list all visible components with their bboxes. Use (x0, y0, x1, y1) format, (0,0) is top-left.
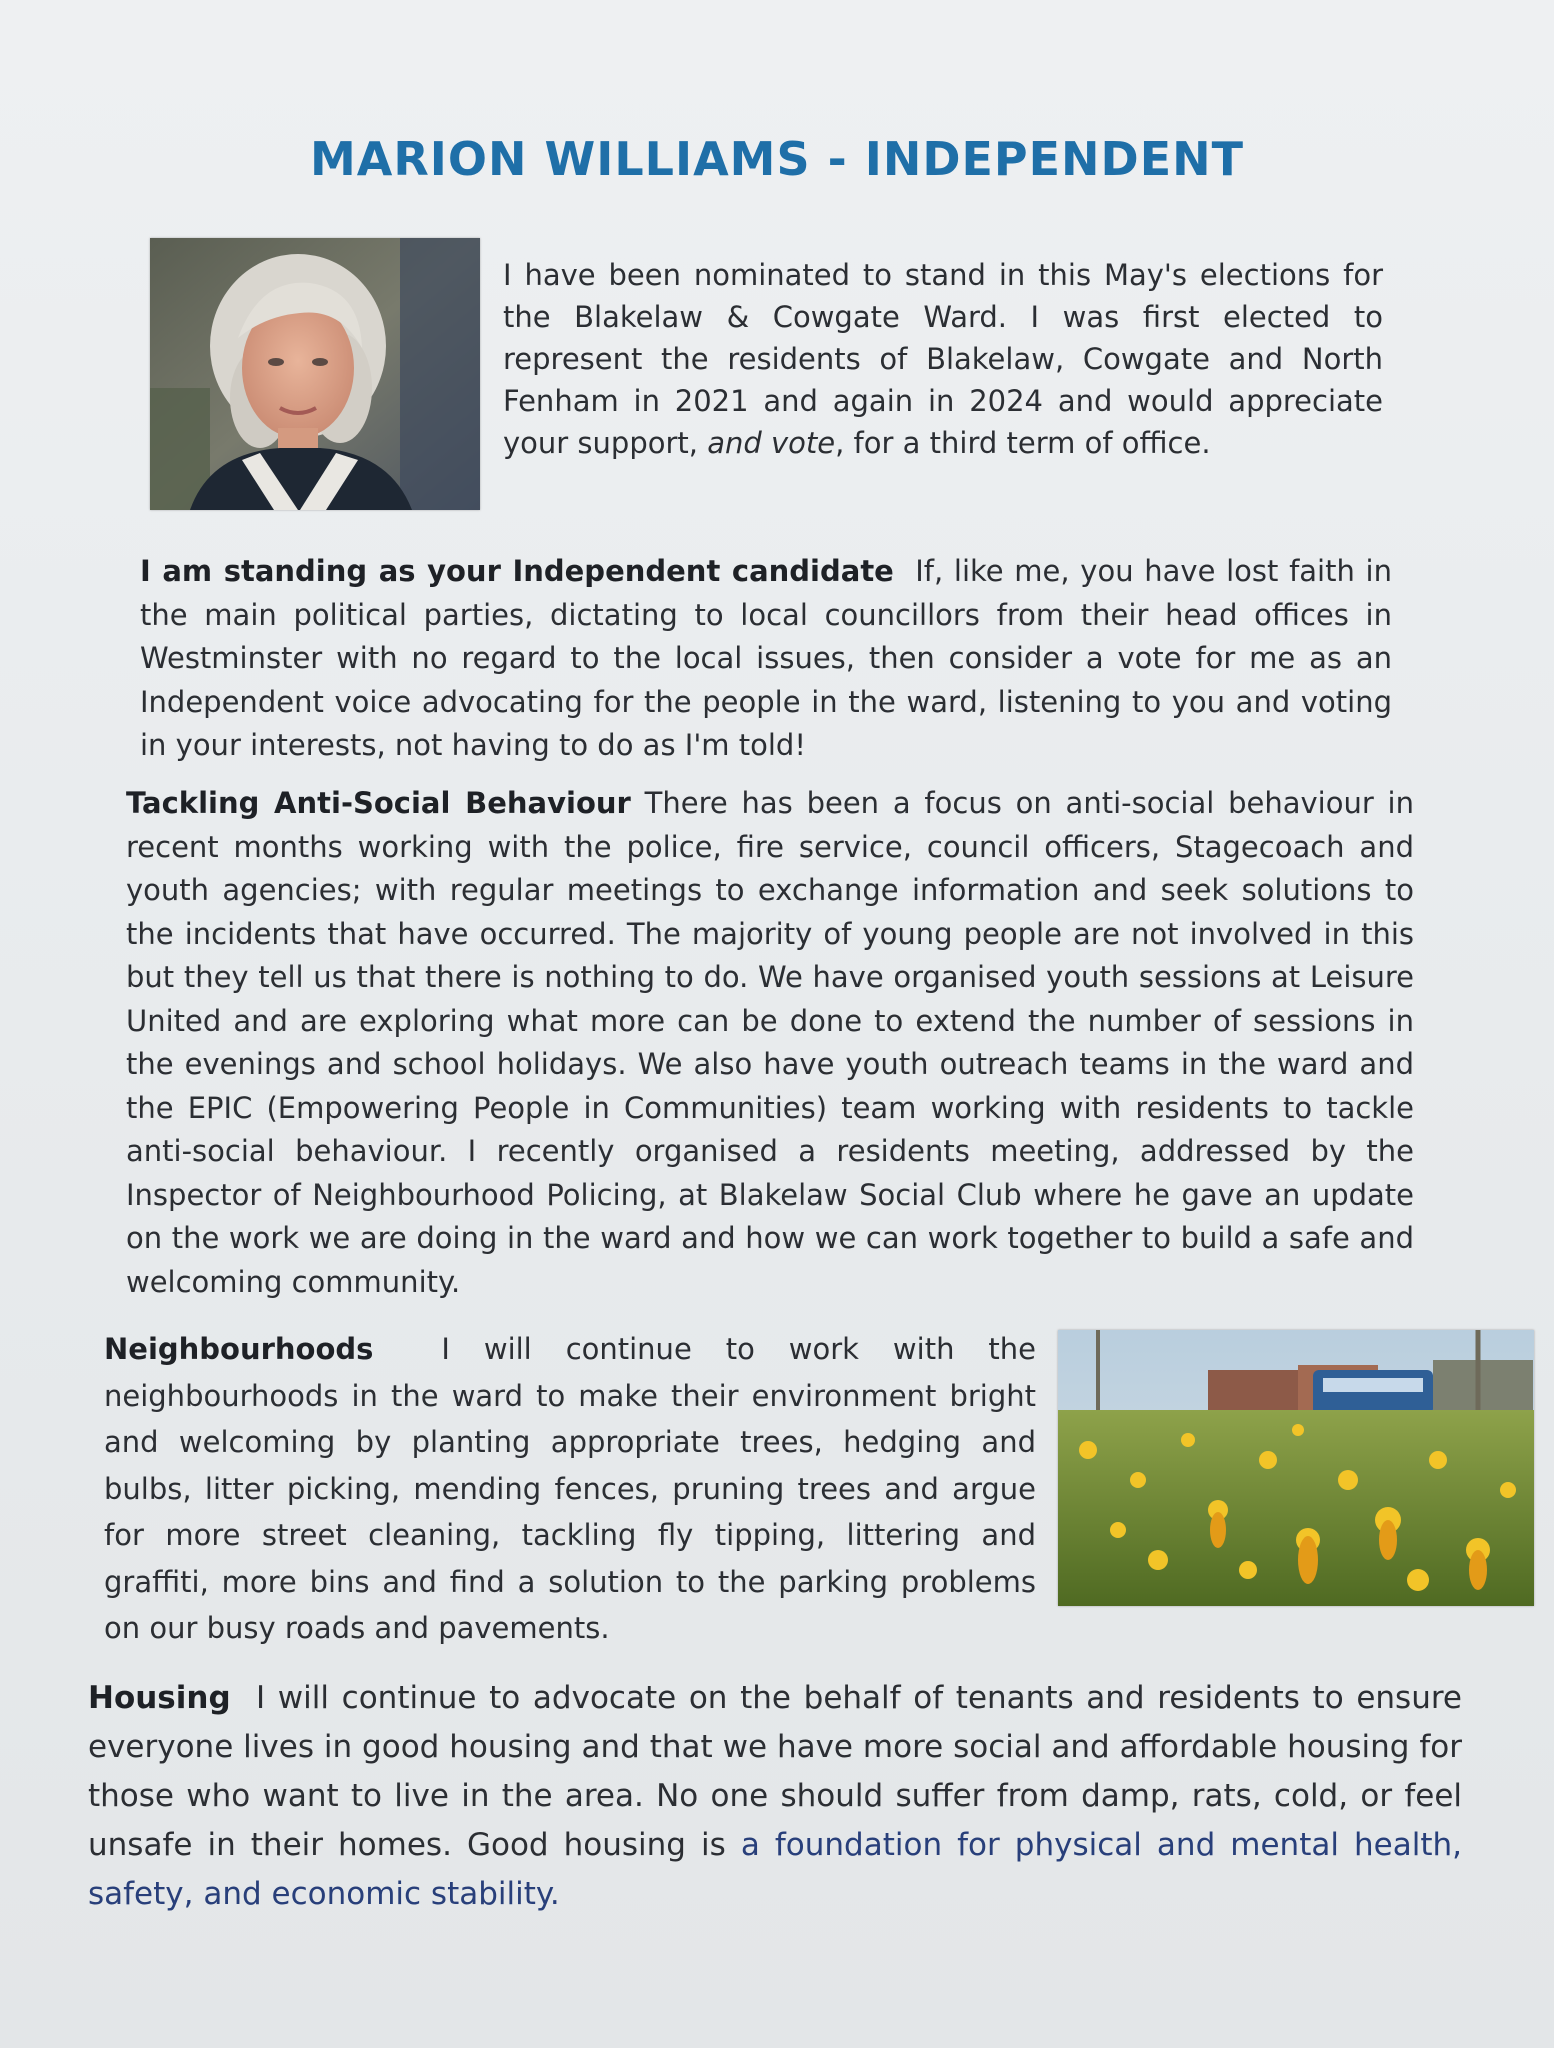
section-heading: I am standing as your Independent candidate (140, 554, 894, 588)
section-body: I will continue to work with the neighbourhoods in the ward to make their environment bright and welcoming by planting appropriate trees, hedging and bulbs, litter picking, mending fences, pruning trees and argue for more street cleaning, tackling fly tipping, littering and graffiti, more bins and find a solution to the parking problems on our busy roads and pavements. (104, 1332, 1036, 1645)
section-heading: Tackling Anti-Social Behaviour (126, 786, 631, 820)
intro-paragraph (503, 254, 1383, 464)
section-independent (140, 550, 1392, 768)
section-anti-social (126, 782, 1414, 1304)
page-title: MARION WILLIAMS - INDEPENDENT (309, 132, 1245, 186)
candidate-portrait (150, 238, 480, 510)
section-neighbourhoods (104, 1326, 1036, 1652)
section-body: There has been a focus on anti-social behaviour in recent months working with the police, fire service, council officers, Stagecoach and youth agencies; with regular meetings to exchange information and seek solutions to the incidents that have occurred. The majority of young people are not involved in this but they tell us that there is nothing to do. We have organised youth sessions at Leisure United and are exploring what more can be done to extend the number of sessions in the evenings and school holidays. We also have youth outreach teams in the ward and the EPIC (Empowering People in Communities) team working with residents to tackle anti-social behaviour. I recently organised a residents meeting, addressed by the Inspector of Neighbourhood Policing, at Blakelaw Social Club where he gave an update on the work we are doing in the ward and how we can work together to build a safe and welcoming community. (126, 786, 1414, 1299)
section-heading: Neighbourhoods (104, 1332, 374, 1366)
section-body: If, like me, you have lost faith in the main political parties, dictating to local councillors from their head offices in Westminster with no regard to the local issues, then consider a vote for me as an Independent voice advocating for the people in the ward, listening to you and voting in your interests, not having to do as I'm told! (140, 554, 1392, 762)
intro-text-end: , for a third term of office. (835, 426, 1211, 460)
section-body-highlight: a foundation for physical and mental health, safety, and economic stability. (88, 1827, 1462, 1912)
intro-italic: and vote (707, 426, 836, 460)
section-heading: Housing (88, 1680, 231, 1716)
daffodils-photo (1058, 1330, 1534, 1606)
section-housing (88, 1674, 1462, 1919)
section-body: I will continue to advocate on the behalf of tenants and residents to ensure everyone lives in good housing and that we have more social and affordable housing for those who want to live in the area. No one should suffer from damp, rats, cold, or feel unsafe in their homes. Good housing is (88, 1680, 1462, 1863)
intro-text: I have been nominated to stand in this May's elections for the Blakelaw & Cowgate Ward. I was first elected to represent the residents of Blakelaw, Cowgate and North Fenham in 2021 and again in 2024 and would appreciate your support, (503, 258, 1383, 460)
